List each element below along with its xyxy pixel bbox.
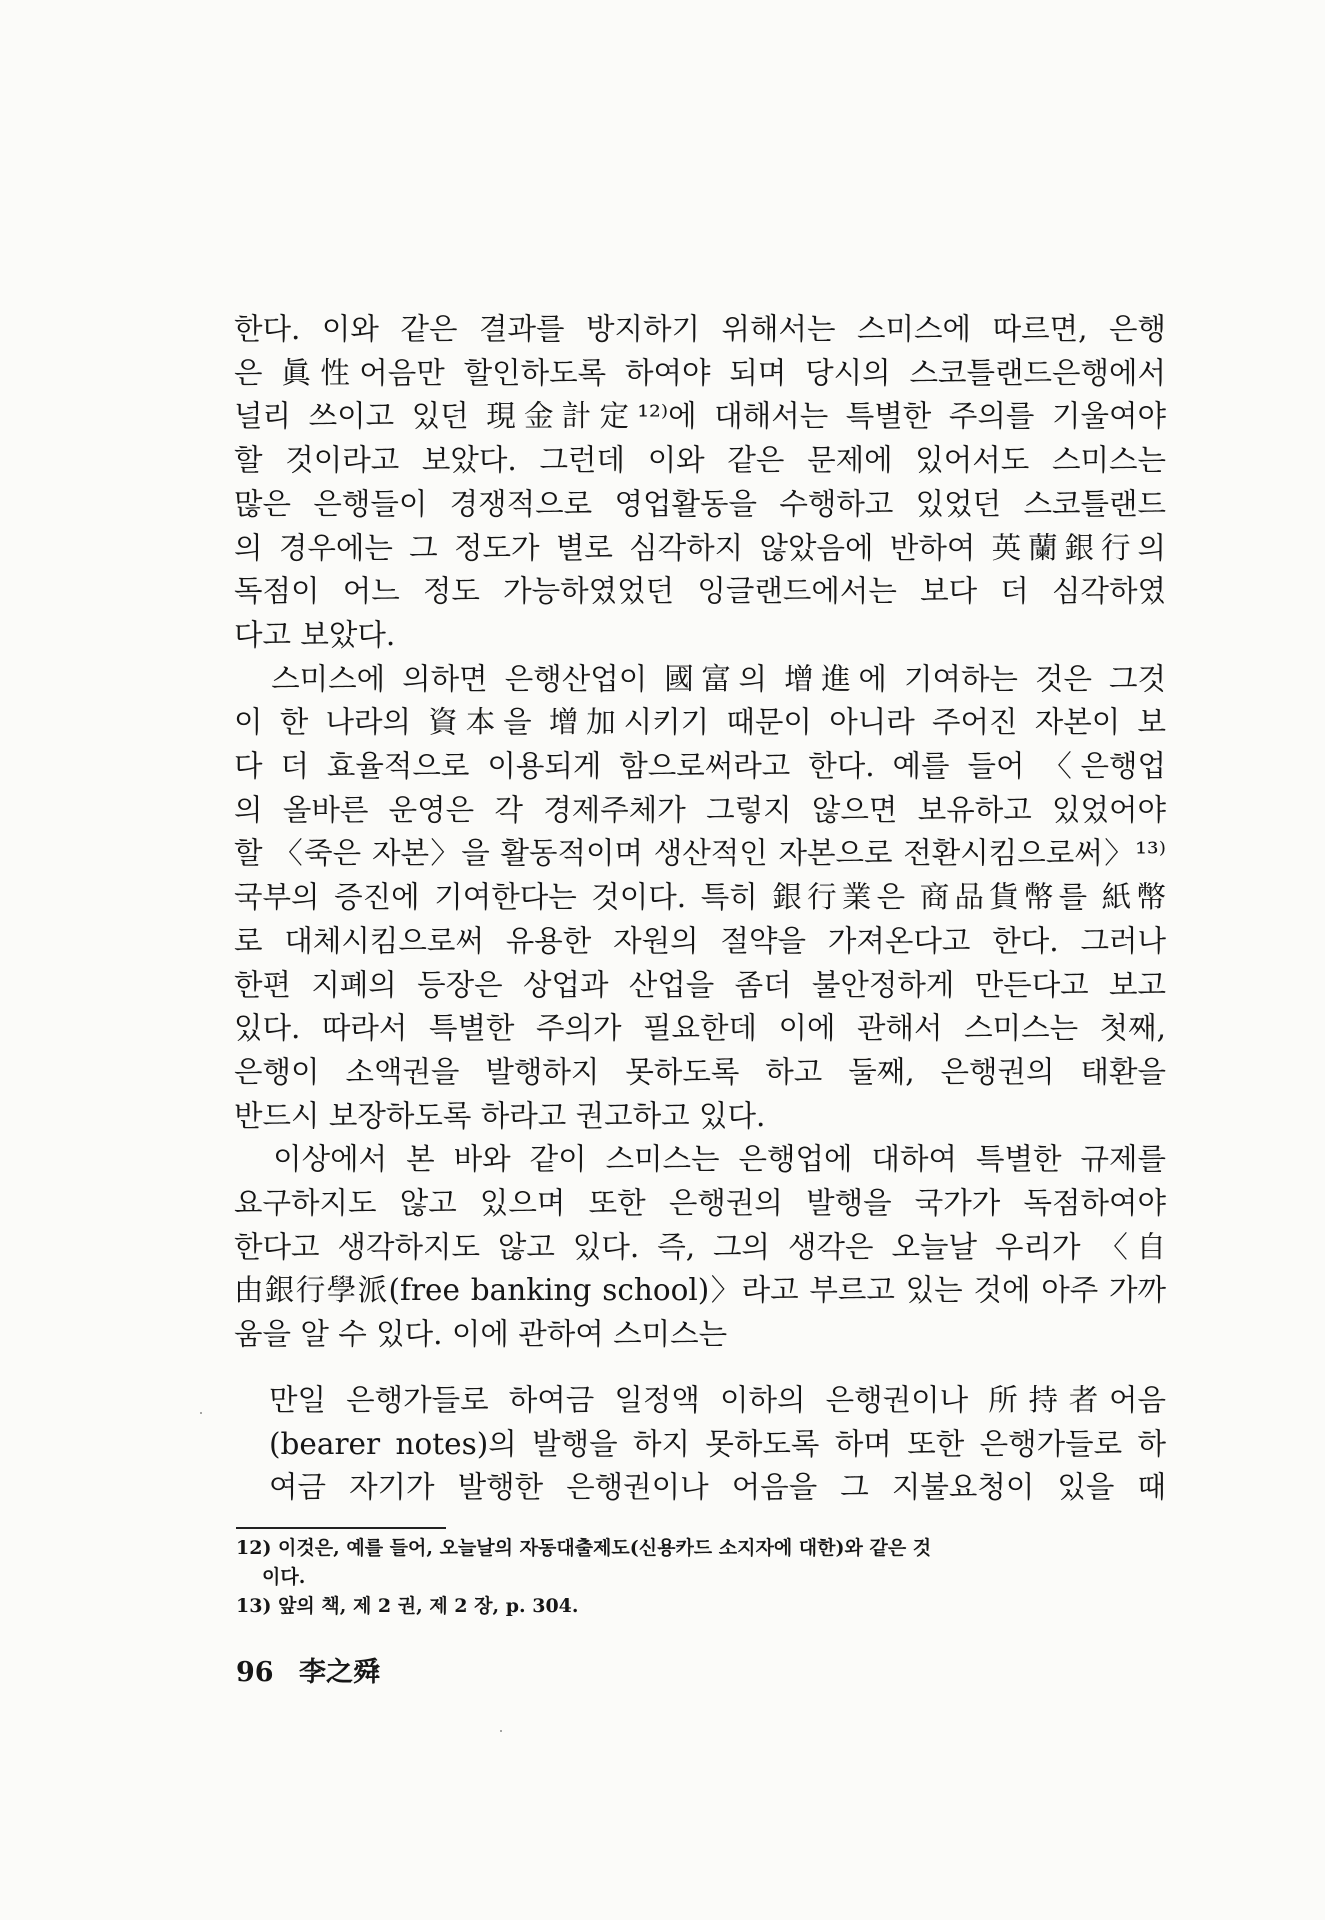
text-line: 요구하지도 않고 있으며 또한 은행권의 발행을 국가가 독점하여야 [234,1186,1166,1221]
paper-speck [200,1412,202,1414]
paper-speck [500,1730,502,1732]
footnote-divider [236,1527,446,1529]
text-line: 스미스에 의하면 은행산업이 國富의 增進에 기여하는 것은 그것 [234,661,1166,696]
block-quote [269,1379,1166,1510]
footnote-13: 13) 앞의 책, 제 2 권, 제 2 장, p. 304. [236,1595,579,1617]
text-line: 다고 보았다. [234,617,396,652]
text-line: 있다. 따라서 특별한 주의가 필요한데 이에 관해서 스미스는 첫째, [234,1011,1166,1046]
text-line: 국부의 증진에 기여한다는 것이다. 특히 銀行業은 商品貨幣를 紙幣 [234,880,1166,915]
text-line: 독점이 어느 정도 가능하였었던 잉글랜드에서는 보다 더 심각하였 [234,574,1166,609]
text-line: 한편 지폐의 등장은 상업과 산업을 좀더 불안정하게 만든다고 보고 [234,967,1166,1002]
text-line: 할 것이라고 보았다. 그런데 이와 같은 문제에 있어서도 스미스는 [234,443,1166,478]
text-line: 할 〈죽은 자본〉을 활동적이며 생산적인 자본으로 전환시킴으로써〉¹³⁾ [234,836,1166,871]
footnotes [236,1534,1166,1621]
quote-line: 만일 은행가들로 하여금 일정액 이하의 은행권이나 所持者어음 [269,1383,1166,1417]
page-number: 96 [236,1657,274,1688]
text-line: 로 대체시킴으로써 유용한 자원의 절약을 가져온다고 한다. 그러나 [234,923,1166,958]
text-line: 많은 은행들이 경쟁적으로 영업활동을 수행하고 있었던 스코틀랜드 [234,486,1166,521]
text-line: 은행이 소액권을 발행하지 못하도록 하고 둘째, 은행권의 태환을 [234,1054,1166,1089]
text-line: 由銀行學派(free banking school)〉라고 부르고 있는 것에 아주 가까 [234,1273,1166,1308]
text-line: 다 더 효율적으로 이용되게 함으로써라고 한다. 예를 들어 〈은행업 [234,749,1166,784]
text-line: 은 眞性어음만 할인하도록 하여야 되며 당시의 스코틀랜드은행에서 [234,355,1166,390]
text-line: 움을 알 수 있다. 이에 관하여 스미스는 [234,1317,728,1352]
page-footer [236,1650,380,1689]
text-line: 의 경우에는 그 정도가 별로 심각하지 않았음에 반하여 英蘭銀行의 [234,530,1166,565]
quote-line: (bearer notes)의 발행을 하지 못하도록 하며 또한 은행가들로 하 [269,1426,1166,1461]
text-line: 의 올바른 운영은 각 경제주체가 그렇지 않으면 보유하고 있었어야 [234,792,1166,827]
running-author: 李之舜 [298,1657,380,1688]
text-line: 한다. 이와 같은 결과를 방지하기 위해서는 스미스에 따르면, 은행 [234,312,1166,346]
quote-line: 여금 자기가 발행한 은행권이나 어음을 그 지불요청이 있을 때 [269,1470,1166,1505]
text-line: 이상에서 본 바와 같이 스미스는 은행업에 대하여 특별한 규제를 [234,1142,1166,1177]
text-line: 이 한 나라의 資本을 增加시키기 때문이 아니라 주어진 자본이 보 [234,705,1166,740]
text-line: 한다고 생각하지도 않고 있다. 즉, 그의 생각은 오늘날 우리가 〈自 [234,1229,1166,1264]
text-line: 반드시 보장하도록 하라고 권고하고 있다. [234,1098,766,1133]
footnote-12: 12) 이것은, 예를 들어, 오늘날의 자동대출제도(신용카드 소지자에 대한)와 같은 것 [236,1537,932,1559]
footnote-12-continuation: 이다. [262,1566,306,1588]
text-line: 널리 쓰이고 있던 現金計定¹²⁾에 대해서는 특별한 주의를 기울여야 [234,399,1166,434]
body-text [234,308,1166,1357]
